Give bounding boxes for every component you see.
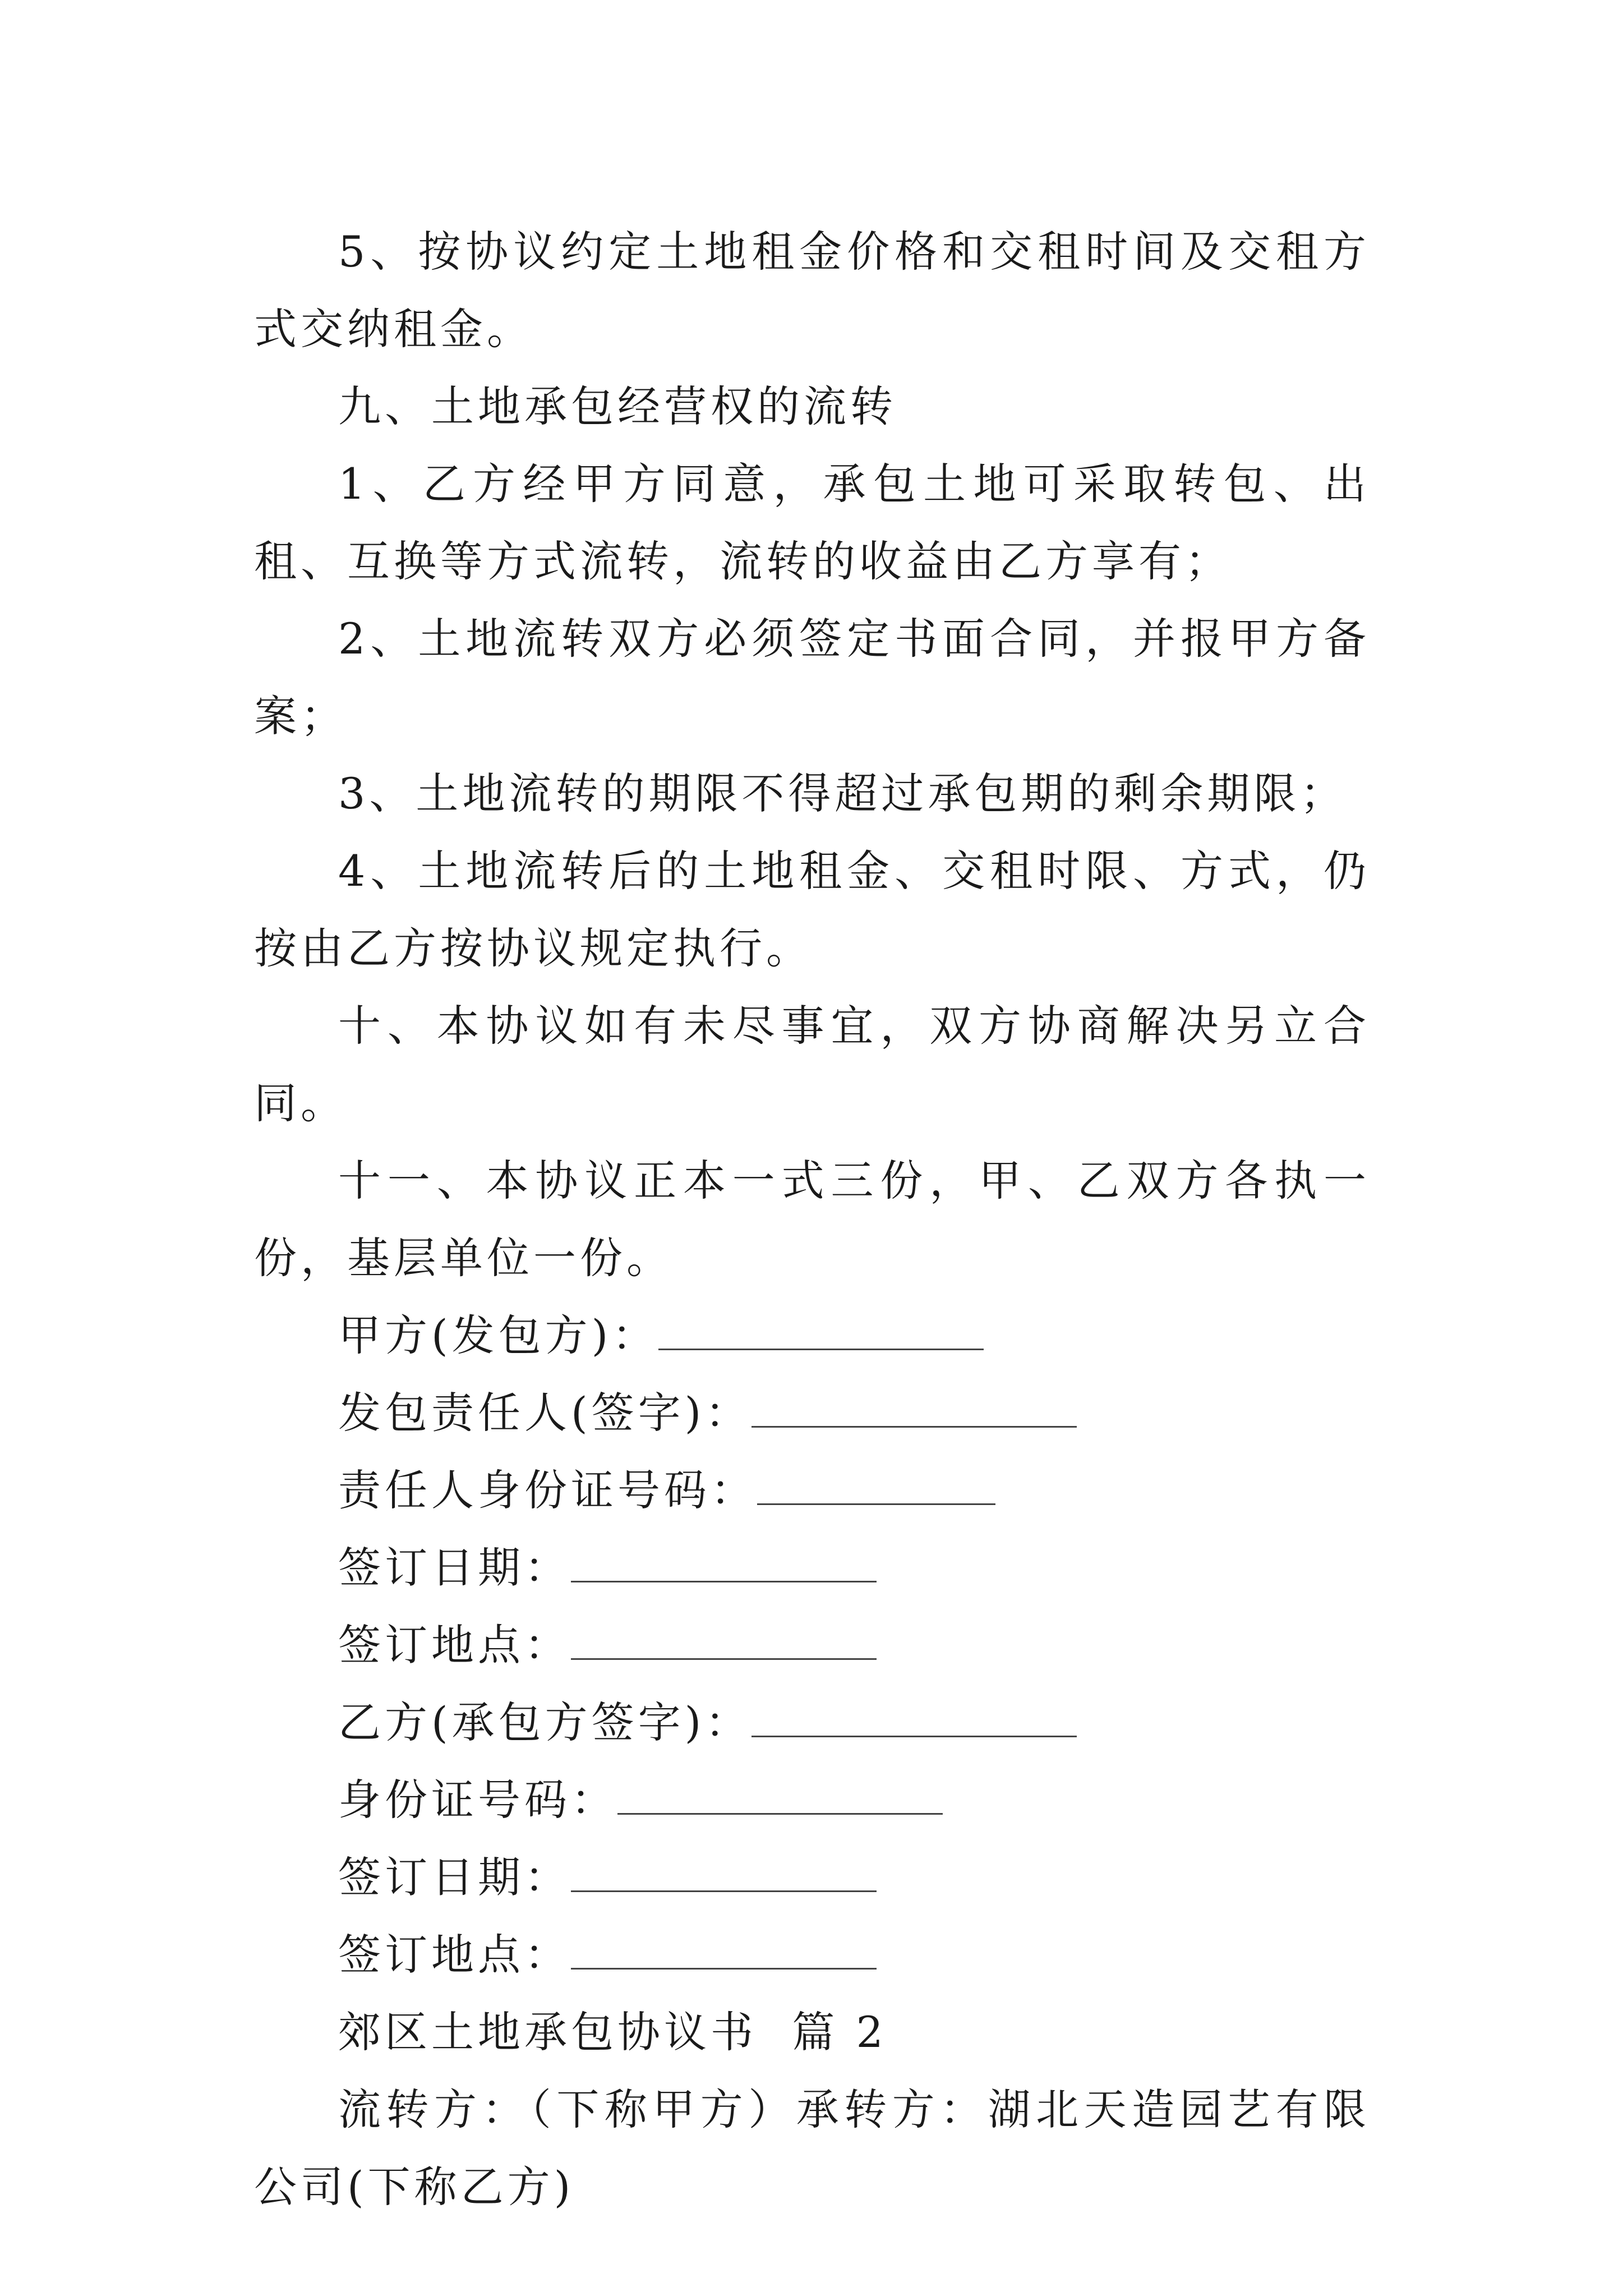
paragraph-copies: 十一、本协议正本一式三份，甲、乙双方各执一份，基层单位一份。 [254, 1156, 1370, 1283]
signature-field-responsible-id [254, 1452, 1370, 1529]
paragraph-unresolved-matters: 十、本协议如有未尽事宜，双方协商解决另立合同。 [254, 1001, 1370, 1128]
signature-field-party-b [254, 1684, 1370, 1761]
field-label: 签订日期： [338, 1852, 571, 1902]
signature-field-place-b [254, 1916, 1370, 1994]
field-label: 责任人身份证号码： [338, 1465, 757, 1515]
field-label: 签订地点： [338, 1620, 571, 1670]
signature-field-responsible-person [254, 1374, 1370, 1452]
signature-field-date-a [254, 1529, 1370, 1607]
blank-line[interactable] [757, 1499, 995, 1505]
blank-line[interactable] [617, 1809, 943, 1815]
blank-line[interactable] [571, 1576, 877, 1582]
paragraph-post-transfer-rent: 4、土地流转后的土地租金、交租时限、方式，仍按由乙方按协议规定执行。 [254, 846, 1370, 973]
signature-field-place-a [254, 1607, 1370, 1684]
paragraph-parties: 流转方：（下称甲方）承转方：湖北天造园艺有限公司(下称乙方) [254, 2085, 1370, 2212]
field-label: 发包责任人(签字)： [338, 1388, 752, 1438]
signature-field-date-b [254, 1839, 1370, 1916]
signature-field-id-b [254, 1761, 1370, 1839]
document-body [254, 213, 1370, 2226]
field-label: 签订地点： [338, 1930, 571, 1980]
paragraph-transfer-term: 3、土地流转的期限不得超过承包期的剩余期限； [338, 769, 1347, 818]
field-label: 身份证号码： [338, 1775, 617, 1825]
blank-line[interactable] [571, 1963, 877, 1970]
section-title: 郊区土地承包协议书 篇 2 [338, 2007, 887, 2057]
paragraph-written-contract: 2、土地流转双方必须签定书面合同，并报甲方备案； [254, 614, 1370, 741]
field-label: 签订日期： [338, 1543, 571, 1593]
blank-line[interactable] [658, 1344, 984, 1350]
blank-line[interactable] [751, 1731, 1077, 1737]
blank-line[interactable] [571, 1886, 877, 1892]
paragraph-rent-payment: 5、按协议约定土地租金价格和交租时间及交租方式交纳租金。 [254, 227, 1370, 354]
blank-line[interactable] [571, 1654, 877, 1660]
heading-land-transfer: 九、土地承包经营权的流转 [338, 381, 897, 431]
paragraph-transfer-methods: 1、乙方经甲方同意，承包土地可采取转包、出租、互换等方式流转，流转的收益由乙方享有； [254, 459, 1370, 586]
field-label: 乙方(承包方签字)： [338, 1697, 752, 1747]
field-label: 甲方(发包方)： [338, 1310, 659, 1360]
blank-line[interactable] [751, 1421, 1077, 1428]
signature-field-party-a [254, 1297, 1370, 1374]
